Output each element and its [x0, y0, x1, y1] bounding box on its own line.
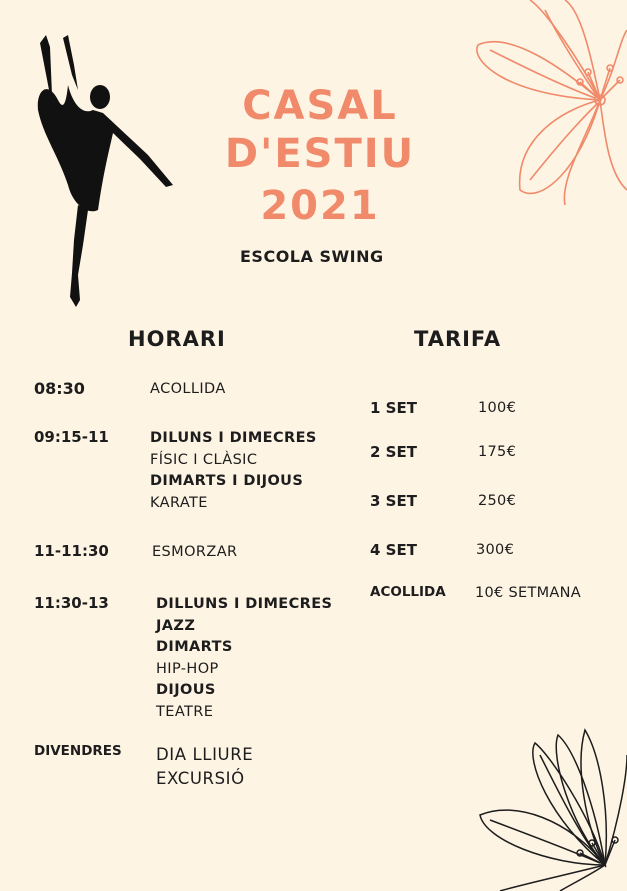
- tariff-label: ACOLLIDA: [370, 584, 446, 600]
- tariff-price: 100€: [478, 400, 517, 416]
- activity-day: DILUNS I DIMECRES: [150, 430, 317, 446]
- schedule-time: 11:30-13: [34, 594, 109, 612]
- flower-top-icon: [470, 0, 627, 210]
- activity-day: DIMARTS: [156, 639, 233, 655]
- schedule-activity: [150, 428, 317, 514]
- schedule-activity: [156, 594, 332, 723]
- activity-day: DIMARTS I DIJOUS: [150, 473, 304, 489]
- schedule-activity: [156, 743, 253, 791]
- schedule-activity: [152, 542, 238, 564]
- tariff-price: 300€: [476, 542, 515, 558]
- schedule-time: 09:15-11: [34, 428, 109, 446]
- schedule-time: 11-11:30: [34, 542, 109, 560]
- tariff-price: 250€: [478, 493, 517, 509]
- tariff-label: 4 SET: [370, 541, 417, 559]
- page-title-line2: D'ESTIU 2021: [224, 131, 416, 229]
- tariff-label: 3 SET: [370, 492, 417, 510]
- schedule-activity: [150, 379, 226, 401]
- activity-line: JAZZ: [156, 617, 196, 634]
- activity-day: DILLUNS I DIMECRES: [156, 596, 333, 612]
- activity-line: HIP-HOP: [156, 660, 219, 677]
- tariff-label: 1 SET: [370, 399, 417, 417]
- activity-day: DIJOUS: [156, 682, 216, 698]
- page-subtitle: ESCOLA SWING: [240, 247, 384, 266]
- activity-line: KARATE: [150, 494, 208, 511]
- activity-line: ESMORZAR: [152, 544, 238, 560]
- activity-line: ACOLLIDA: [150, 381, 226, 397]
- activity-line: FÍSIC I CLÀSIC: [150, 451, 258, 468]
- tariff-price: 175€: [478, 444, 517, 460]
- horari-heading: HORARI: [128, 327, 226, 351]
- tariff-price: 10€ SETMANA: [475, 585, 582, 601]
- ballerina-silhouette-icon: [28, 35, 178, 315]
- tarifa-heading: TARIFA: [414, 327, 502, 351]
- activity-line: EXCURSIÓ: [156, 769, 245, 788]
- activity-line: TEATRE: [156, 703, 214, 720]
- flower-bottom-icon: [470, 725, 627, 891]
- schedule-time: DIVENDRES: [34, 743, 122, 759]
- tariff-label: 2 SET: [370, 443, 417, 461]
- page-title-line1: CASAL: [242, 83, 398, 129]
- schedule-time: 08:30: [34, 379, 85, 398]
- activity-line: DIA LLIURE: [156, 745, 254, 764]
